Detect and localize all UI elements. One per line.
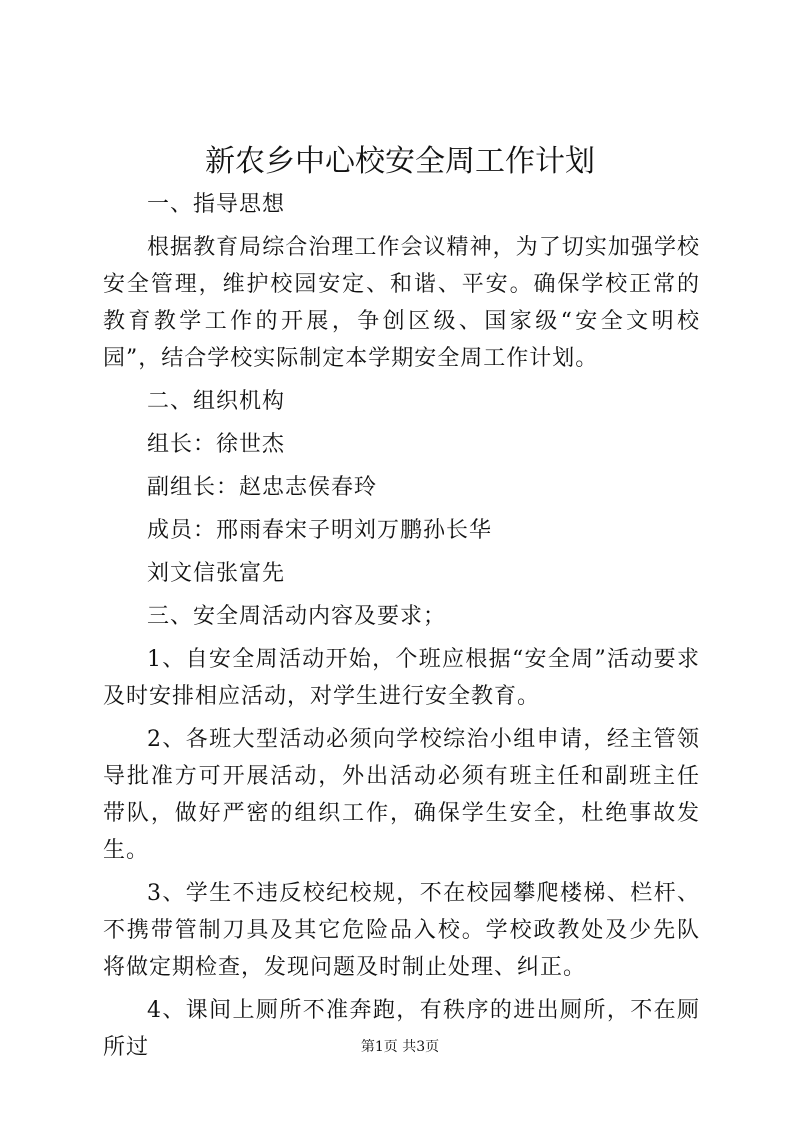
section-heading-organization: 二、组织机构	[147, 389, 286, 414]
document-body	[103, 186, 700, 1072]
list-item: 3、学生不违反校纪校规，不在校园攀爬楼梯、栏杆、不携带管制刀具及其它危险品入校。学校政教处及少先队将做定期检查，发现问题及时制止处理、纠正。	[103, 881, 700, 980]
list-item: 4、课间上厕所不准奔跑，有秩序的进出厕所，不在厕所过	[103, 998, 700, 1060]
paragraph-deputy-leader: 副组长：赵忠志侯春玲	[147, 475, 378, 500]
section-heading-guiding-thought: 一、指导思想	[147, 192, 286, 217]
document-title: 新农乡中心校安全周工作计划	[205, 144, 595, 179]
list-item: 2、各班大型活动必须向学校综治小组申请，经主管领导批准方可开展活动，外出活动必须有班主任和副班主任带队，做好严密的组织工作，确保学生安全，杜绝事故发生。	[103, 727, 700, 863]
section-heading-activities: 三、安全周活动内容及要求；	[147, 604, 447, 629]
paragraph-members-continued: 刘文信张富先	[147, 561, 286, 586]
paragraph-leader: 组长：徐世杰	[147, 432, 286, 457]
page-number-footer: 第1页 共3页	[360, 1039, 440, 1055]
paragraph-guiding-thought: 根据教育局综合治理工作会议精神，为了切实加强学校安全管理，维护校园安定、和谐、平安。确保学校正常的教育教学工作的开展，争创区级、国家级“安全文明校园”，结合学校实际制定本学期安全周工作计划。	[103, 235, 700, 371]
list-item: 1、自安全周活动开始，个班应根据“安全周”活动要求及时安排相应活动，对学生进行安全教育。	[103, 647, 700, 709]
paragraph-members: 成员：邢雨春宋子明刘万鹏孙长华	[147, 518, 493, 543]
